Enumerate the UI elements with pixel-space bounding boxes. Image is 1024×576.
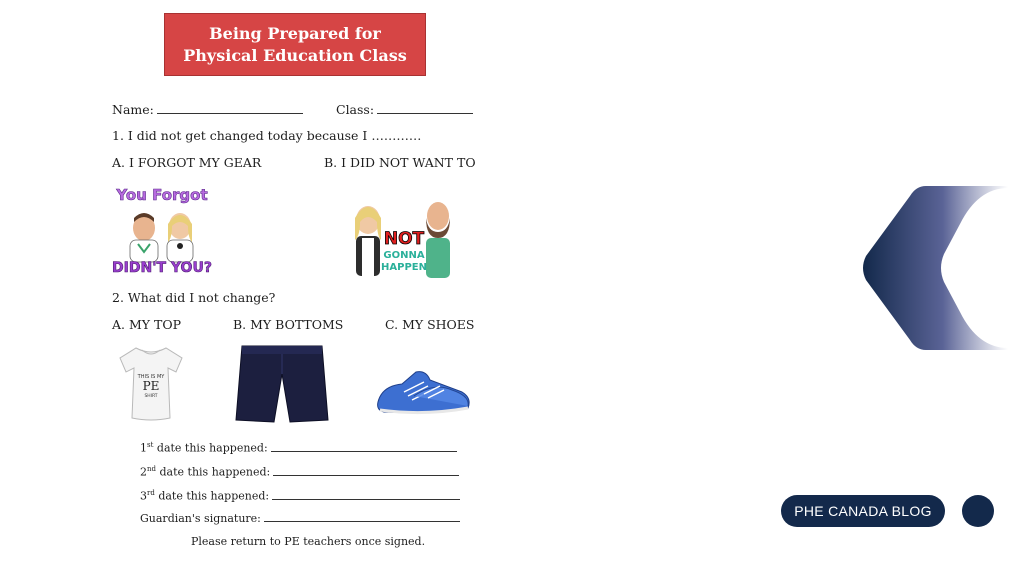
name-blank — [157, 101, 303, 114]
phe-canada-blog-button[interactable]: PHE CANADA BLOG — [781, 495, 945, 527]
q1-option-b: B. I DID NOT WANT TO — [324, 155, 476, 170]
class-label: Class: — [336, 102, 375, 117]
date-2-sup: nd — [147, 465, 156, 473]
date-2-blank — [273, 463, 459, 476]
bitmoji-not-text: NOT — [383, 229, 425, 249]
guardian-signature-label: Guardian's signature: — [140, 512, 261, 525]
bitmoji-forgot-image — [112, 182, 212, 278]
pe-shirt-image — [116, 344, 186, 422]
shirt-text-line-1: THIS IS MY — [137, 374, 165, 380]
blog-dot-button[interactable] — [962, 495, 994, 527]
date-2-label: date this happened: — [156, 465, 271, 479]
date-2-row — [140, 461, 459, 481]
shirt-text-line-3: SHIRT — [144, 394, 158, 399]
date-3-blank — [272, 487, 460, 500]
footer-note: Please return to PE teachers once signed. — [191, 535, 426, 548]
question-2: 2. What did I not change? — [112, 290, 276, 305]
chevron-decoration-icon — [860, 184, 1010, 354]
bitmoji-happen-text: HAPPEN — [381, 262, 427, 273]
q1-option-a: A. I FORGOT MY GEAR — [112, 155, 262, 170]
bitmoji-forgot-top-text: You Forgot — [116, 186, 208, 204]
shirt-text-line-2: PE — [142, 379, 160, 393]
guardian-signature-row — [140, 509, 460, 527]
class-field-row — [336, 101, 473, 118]
date-2-num: 2 — [140, 465, 147, 479]
name-field-row — [112, 101, 303, 118]
pe-shoes-image — [374, 362, 474, 424]
guardian-signature-blank — [264, 509, 460, 522]
q2-option-b: B. MY BOTTOMS — [233, 317, 344, 332]
worksheet-title-banner — [164, 13, 426, 76]
bitmoji-forgot-bottom-text: DIDN'T YOU? — [112, 260, 212, 276]
date-3-num: 3 — [140, 489, 147, 503]
date-3-sup: rd — [147, 489, 155, 497]
date-3-row — [140, 485, 460, 505]
worksheet-title: Being Prepared for Physical Education Class — [183, 23, 407, 65]
date-1-num: 1 — [140, 441, 147, 455]
pe-shorts-image — [234, 344, 330, 424]
q2-option-c: C. MY SHOES — [385, 317, 475, 332]
date-3-label: date this happened: — [154, 489, 270, 503]
date-1-blank — [271, 439, 457, 452]
date-1-row — [140, 437, 457, 457]
name-label: Name: — [112, 102, 154, 117]
class-blank — [377, 101, 473, 114]
date-1-sup: st — [147, 441, 154, 449]
question-1: 1. I did not get changed today because I ………… — [112, 128, 422, 143]
bitmoji-not-gonna-happen-image — [352, 192, 452, 280]
bitmoji-gonna-text: GONNA — [383, 250, 425, 261]
q2-option-a: A. MY TOP — [112, 317, 181, 332]
date-1-label: date this happened: — [153, 441, 268, 455]
